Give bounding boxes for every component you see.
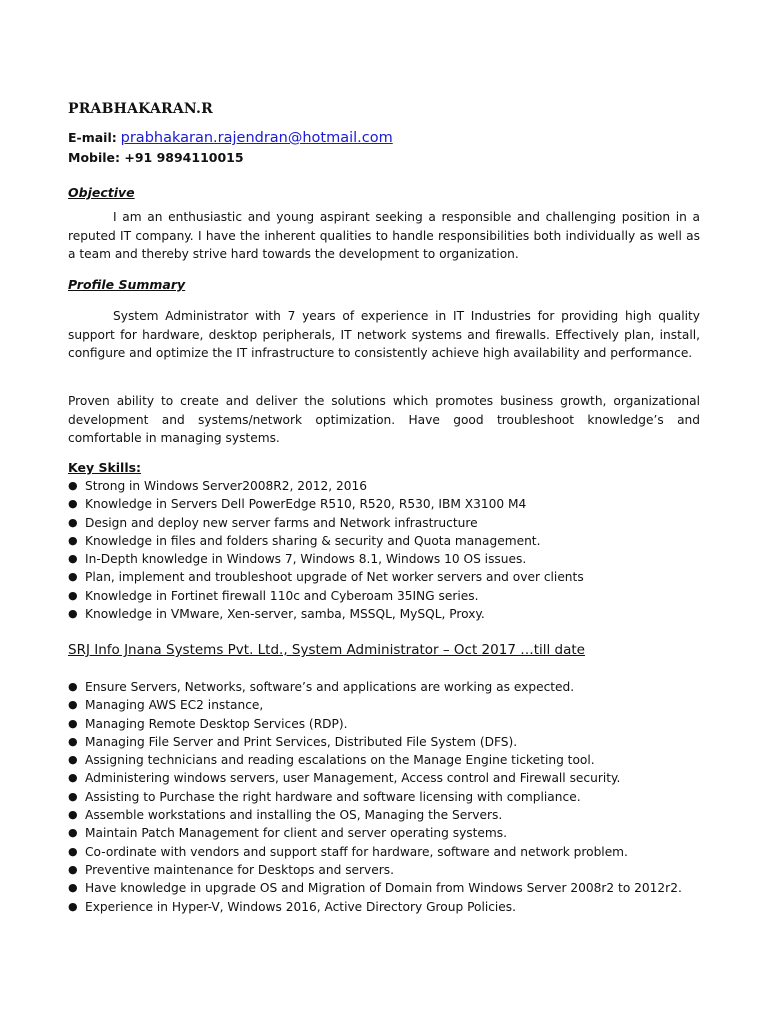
objective-text: I am an enthusiastic and young aspirant seeking a responsible and challenging position in a reputed IT company. I have the inherent qualities to handle responsibilities both individually as well as a team and thereby strive hard towards the development to organization. <box>68 210 700 261</box>
email-label: E-mail: <box>68 130 117 145</box>
bullet-icon: ● <box>68 607 78 621</box>
list-item <box>68 696 682 714</box>
bullet-icon: ● <box>68 789 78 803</box>
list-item <box>68 477 584 495</box>
list-item <box>68 824 682 842</box>
bullet-icon: ● <box>68 533 78 547</box>
objective-heading: Objective <box>68 185 135 200</box>
profile-summary-paragraph-1: System Administrator with 7 years of experience in IT Industries for providing high quality support for hardware, desktop peripherals, IT network systems and firewalls. Effectively plan, install, configure and optimize the IT infrastructure to consistently achieve high availability and performance. <box>68 309 700 360</box>
list-item-text: Preventive maintenance for Desktops and servers. <box>85 862 395 877</box>
bullet-icon: ● <box>68 862 78 876</box>
list-item <box>68 843 682 861</box>
list-item <box>68 568 584 586</box>
list-item <box>68 861 682 879</box>
bullet-icon: ● <box>68 881 78 895</box>
bullet-icon: ● <box>68 899 78 913</box>
list-item <box>68 678 682 696</box>
list-item <box>68 715 682 733</box>
bullet-icon: ● <box>68 552 78 566</box>
profile-summary-heading: Profile Summary <box>68 277 186 292</box>
list-item-text: Assigning technicians and reading escalations on the Manage Engine ticketing tool. <box>85 753 595 768</box>
bullet-icon: ● <box>68 698 78 712</box>
profile-summary-paragraph-2: Proven ability to create and deliver the solutions which promotes business growth, organizational development and systems/network optimization. Have good troubleshoot knowledge’s and comfortable in managing systems. <box>68 394 700 445</box>
list-item <box>68 769 682 787</box>
bullet-icon: ● <box>68 680 78 693</box>
mobile-line: Mobile: +91 9894110015 <box>68 150 244 165</box>
key-skills-list <box>68 477 584 623</box>
list-item-text: Strong in Windows Server2008R2, 2012, 2016 <box>85 479 368 493</box>
list-item-text: Assemble workstations and installing the OS, Managing the Servers. <box>85 808 503 823</box>
bullet-icon: ● <box>68 753 78 767</box>
bullet-icon: ● <box>68 588 78 602</box>
list-item-text: Managing AWS EC2 instance, <box>85 698 264 713</box>
list-item-text: Knowledge in Fortinet firewall 110c and Cyberoam 35ING series. <box>85 588 479 603</box>
list-item-text: Maintain Patch Management for client and server operating systems. <box>85 826 508 841</box>
list-item-text: Ensure Servers, Networks, software’s and applications are working as expected. <box>85 680 575 694</box>
list-item <box>68 587 584 605</box>
bullet-icon: ● <box>68 771 78 785</box>
list-item-text: Design and deploy new server farms and Network infrastructure <box>85 515 478 530</box>
job-title: SRJ Info Jnana Systems Pvt. Ltd., System Administrator – Oct 2017 …till date <box>68 642 585 658</box>
list-item-text: Experience in Hyper-V, Windows 2016, Active Directory Group Policies. <box>85 899 517 914</box>
list-item-text: Knowledge in VMware, Xen-server, samba, MSSQL, MySQL, Proxy. <box>85 607 485 622</box>
list-item <box>68 733 682 751</box>
bullet-icon: ● <box>68 497 78 511</box>
list-item <box>68 532 584 550</box>
candidate-name: PRABHAKARAN.R <box>68 101 213 117</box>
contact-block <box>68 128 393 168</box>
list-item-text: In-Depth knowledge in Windows 7, Windows 8.1, Windows 10 OS issues. <box>85 552 527 567</box>
list-item <box>68 898 682 916</box>
list-item-text: Co-ordinate with vendors and support staff for hardware, software and network problem. <box>85 844 628 859</box>
list-item-text: Plan, implement and troubleshoot upgrade of Net worker servers and over clients <box>85 570 584 585</box>
bullet-icon: ● <box>68 716 78 730</box>
list-item-text: Assisting to Purchase the right hardware and software licensing with compliance. <box>85 789 581 804</box>
list-item <box>68 605 584 623</box>
bullet-icon: ● <box>68 570 78 584</box>
experience-list <box>68 678 682 916</box>
list-item <box>68 495 584 513</box>
list-item <box>68 879 682 897</box>
list-item-text: Knowledge in files and folders sharing & security and Quota management. <box>85 533 541 548</box>
list-item <box>68 514 584 532</box>
email-link[interactable]: prabhakaran.rajendran@hotmail.com <box>120 130 393 146</box>
key-skills-heading: Key Skills: <box>68 460 142 475</box>
list-item <box>68 806 682 824</box>
list-item-text: Knowledge in Servers Dell PowerEdge R510, R520, R530, IBM X3100 M4 <box>85 497 527 512</box>
bullet-icon: ● <box>68 844 78 858</box>
list-item-text: Have knowledge in upgrade OS and Migration of Domain from Windows Server 2008r2 to 2012r2. <box>85 881 682 896</box>
bullet-icon: ● <box>68 808 78 822</box>
list-item-text: Administering windows servers, user Management, Access control and Firewall security. <box>85 771 621 786</box>
bullet-icon: ● <box>68 515 78 529</box>
bullet-icon: ● <box>68 826 78 840</box>
list-item <box>68 751 682 769</box>
list-item-text: Managing File Server and Print Services, Distributed File System (DFS). <box>85 734 518 749</box>
bullet-icon: ● <box>68 734 78 748</box>
list-item-text: Managing Remote Desktop Services (RDP). <box>85 716 348 731</box>
bullet-icon: ● <box>68 479 78 492</box>
list-item <box>68 788 682 806</box>
email-line <box>68 128 393 148</box>
list-item <box>68 550 584 568</box>
